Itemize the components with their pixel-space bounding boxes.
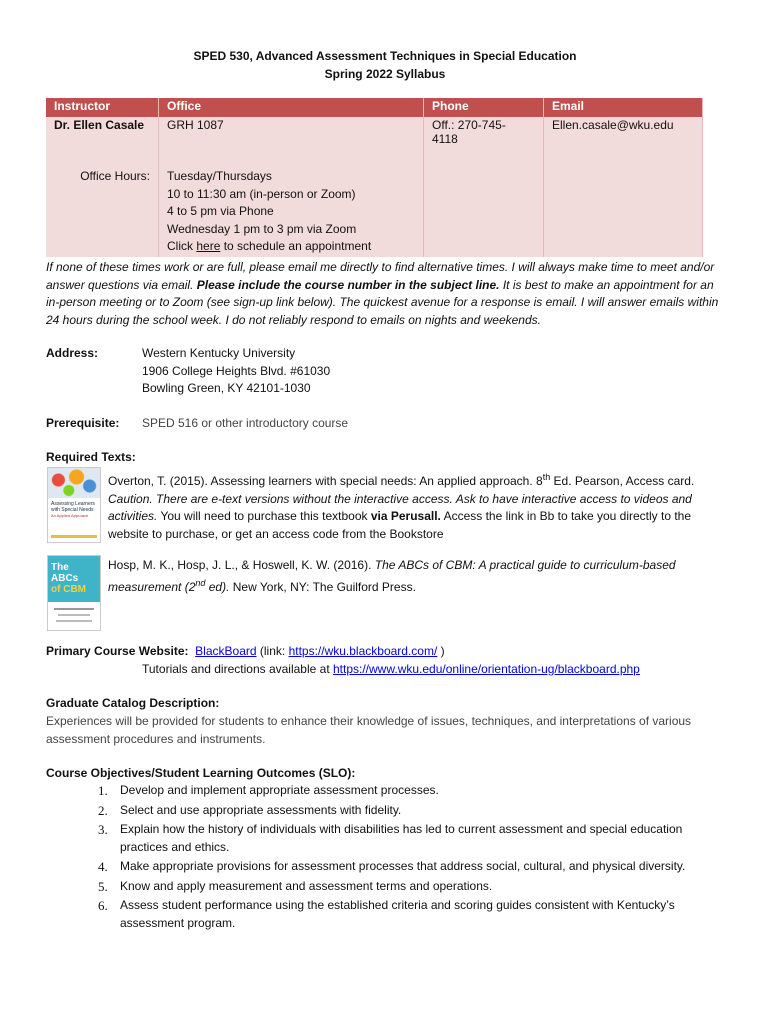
list-item bbox=[46, 802, 706, 820]
citation-superscript: th bbox=[542, 472, 551, 482]
list-item bbox=[46, 897, 706, 932]
cover-title: The ABCs bbox=[51, 562, 79, 584]
page-title: SPED 530, Advanced Assessment Techniques in Special Education bbox=[193, 49, 577, 63]
office-hours-line: Tuesday/Thursdays bbox=[167, 169, 272, 183]
book-cover-abcs bbox=[47, 555, 101, 631]
cover-line bbox=[56, 620, 92, 622]
address-block bbox=[142, 345, 330, 398]
course-website-text: ) bbox=[437, 644, 445, 658]
schedule-suffix: to schedule an appointment bbox=[220, 239, 372, 253]
citation-text: Overton, T. (2015). Assessing learners with special needs: An applied approach. 8 bbox=[108, 474, 543, 488]
list-item bbox=[46, 858, 706, 876]
address-line: Bowling Green, KY 42101-1030 bbox=[142, 381, 311, 395]
citation-text: You will need to purchase this textbook bbox=[157, 509, 371, 523]
empty-cell bbox=[544, 166, 703, 257]
citation-hosp bbox=[108, 557, 718, 596]
cover-subtitle: An Applied Approach bbox=[51, 513, 89, 518]
office-hours-note bbox=[46, 259, 726, 329]
list-text: Assess student performance using the established criteria and scoring guides consistent with Kentucky’s assessment program. bbox=[120, 898, 675, 930]
list-number: 2. bbox=[98, 802, 108, 818]
note-emphasis: Please include the course number in the subject line. bbox=[196, 277, 500, 292]
list-text: Develop and implement appropriate assessment processes. bbox=[120, 783, 439, 797]
cover-title: Assessing Learners with Special Needs bbox=[51, 501, 95, 513]
office-hours-line: 10 to 11:30 am (in-person or Zoom) bbox=[167, 186, 356, 201]
book-cover-overton bbox=[47, 467, 101, 543]
schedule-link[interactable]: here bbox=[196, 239, 221, 253]
phone-line-1: Off.: 270-745- bbox=[432, 118, 506, 132]
objectives-label: Course Objectives/Student Learning Outcomes (SLO): bbox=[46, 766, 356, 780]
list-number: 3. bbox=[98, 822, 108, 837]
office-location: GRH 1087 bbox=[159, 117, 424, 166]
catalog-label: Graduate Catalog Description: bbox=[46, 696, 220, 710]
list-item bbox=[46, 878, 706, 896]
prerequisite-label: Prerequisite: bbox=[46, 416, 120, 430]
tutorials-text: Tutorials and directions available at bbox=[142, 662, 333, 676]
citation-superscript: nd bbox=[195, 577, 206, 588]
blackboard-link[interactable]: BlackBoard bbox=[195, 644, 257, 658]
header-office: Office bbox=[159, 98, 424, 117]
cover-line bbox=[54, 608, 94, 610]
list-number: 4. bbox=[98, 859, 108, 874]
citation-perusall: via Perusall. bbox=[370, 509, 441, 523]
office-hours-line: Wednesday 1 pm to 3 pm via Zoom bbox=[167, 221, 357, 236]
citation-text: Access the link in Bb to take you directly to the website to purchase, or get an access code from the Bookstore bbox=[108, 509, 692, 541]
instructor-name: Dr. Ellen Casale bbox=[46, 117, 159, 166]
address-label: Address: bbox=[46, 346, 99, 360]
catalog-text: Experiences will be provided for students to enhance their knowledge of issues, techniques, and interpretations of various assessment procedures and instruments. bbox=[46, 714, 692, 746]
citation-italic: The ABCs of CBM: A practical guide to curriculum-based measurement (2 bbox=[108, 558, 676, 594]
prerequisite-value: SPED 516 or other introductory course bbox=[142, 416, 349, 430]
header-phone: Phone bbox=[424, 98, 544, 117]
header-instructor: Instructor bbox=[46, 98, 159, 117]
list-number: 1. bbox=[98, 783, 108, 798]
list-item bbox=[46, 821, 706, 856]
phone-number bbox=[424, 117, 544, 166]
list-item bbox=[46, 782, 706, 800]
list-number: 5. bbox=[98, 878, 108, 894]
objectives-list bbox=[46, 782, 706, 934]
citation-overton bbox=[108, 469, 723, 543]
course-website bbox=[46, 643, 746, 661]
citation-text: Hosp, M. K., Hosp, J. L., & Hoswell, K. W. (2016). bbox=[108, 558, 375, 572]
note-text-2: It is best to make an appointment for an in-person meeting or to Zoom (see sign-up link below). The quickest avenue for a response is email. I will answer emails within 24 hours during the school week. I do not reliably respond to emails on nights and weekends. bbox=[46, 277, 719, 327]
page-subtitle: Spring 2022 Syllabus bbox=[324, 67, 446, 81]
course-website-label: Primary Course Website: bbox=[46, 644, 189, 658]
note-text-1: If none of these times work or are full, please email me directly to find alternative times. I will always make time to meet and/or answer questions via email. bbox=[46, 260, 715, 292]
citation-text: New York, NY: The Guilford Press. bbox=[229, 579, 416, 594]
list-text: Make appropriate provisions for assessment processes that address social, cultural, and physical diversity. bbox=[120, 859, 686, 873]
header-email: Email bbox=[544, 98, 703, 117]
schedule-prefix: Click bbox=[167, 239, 197, 253]
blackboard-url-link[interactable]: https://wku.blackboard.com/ bbox=[288, 644, 438, 658]
cover-line bbox=[58, 614, 90, 616]
email-address: Ellen.casale@wku.edu bbox=[544, 117, 703, 166]
citation-caution: Caution. There are e-text versions without the interactive access. Ask to have interactive access to videos and activities. bbox=[108, 491, 692, 523]
tutorials-link[interactable]: https://www.wku.edu/online/orientation-ug/blackboard.php bbox=[333, 662, 640, 676]
address-line: Western Kentucky University bbox=[142, 346, 296, 360]
list-text: Know and apply measurement and assessment terms and operations. bbox=[120, 878, 493, 893]
citation-text: Ed. Pearson, Access card. bbox=[550, 474, 695, 488]
cover-art bbox=[48, 468, 100, 498]
cover-stripe bbox=[51, 535, 97, 538]
office-hours-label: Office Hours: bbox=[46, 166, 159, 257]
cover-title: of CBM bbox=[51, 584, 86, 595]
office-hours bbox=[159, 166, 424, 257]
required-texts-label: Required Texts: bbox=[46, 450, 136, 464]
list-number: 6. bbox=[98, 898, 108, 913]
schedule-line bbox=[167, 238, 415, 256]
tutorials-line bbox=[142, 661, 742, 679]
citation-italic: ed). bbox=[205, 579, 230, 594]
empty-cell bbox=[424, 166, 544, 257]
list-text: Select and use appropriate assessments with fidelity. bbox=[120, 802, 402, 817]
contact-table bbox=[46, 98, 703, 257]
address-line: 1906 College Heights Blvd. #61030 bbox=[142, 363, 331, 378]
office-hours-line: 4 to 5 pm via Phone bbox=[167, 204, 274, 218]
course-website-text: (link: bbox=[256, 644, 289, 658]
phone-line-2: 4118 bbox=[432, 132, 458, 146]
list-text: Explain how the history of individuals with disabilities has led to current assessment and special education practices and ethics. bbox=[120, 822, 683, 854]
